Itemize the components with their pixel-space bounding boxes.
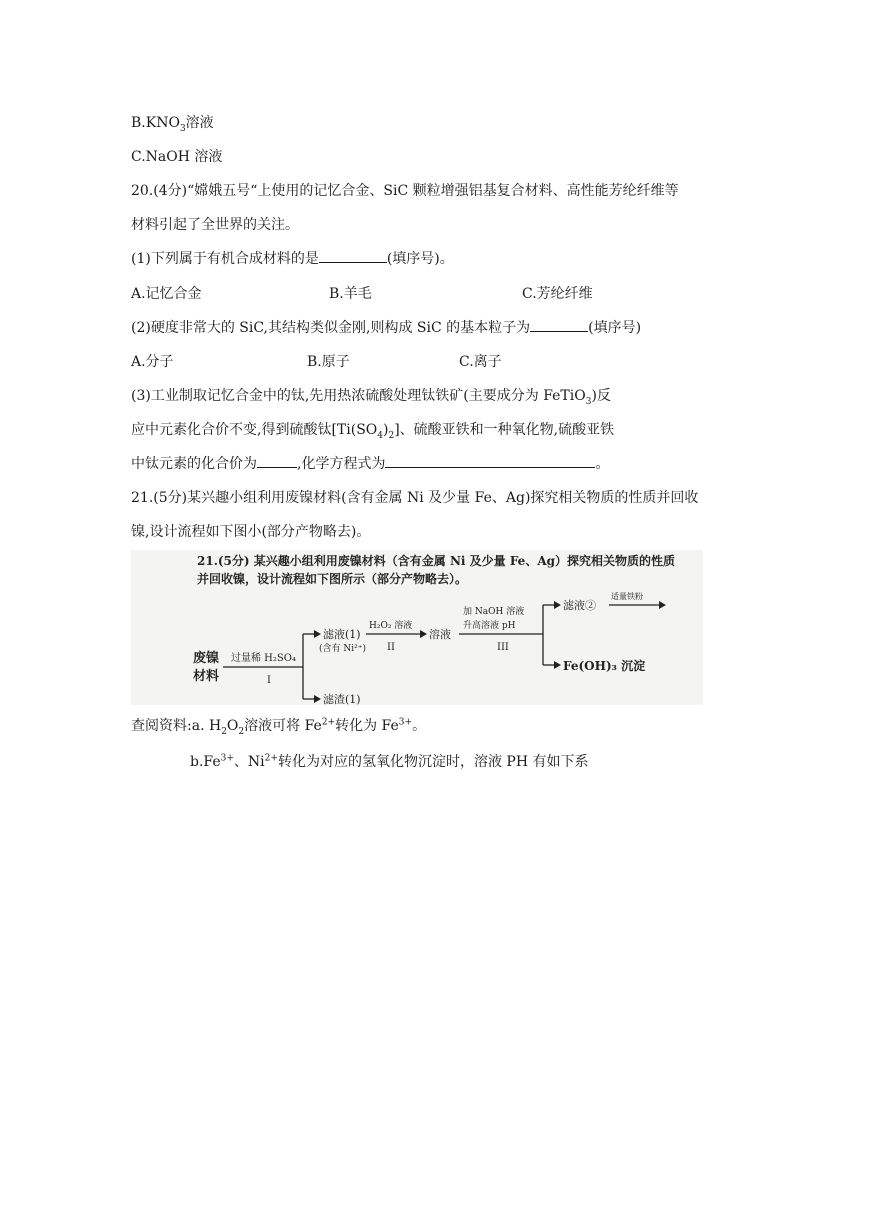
answer-blank[interactable] bbox=[530, 319, 588, 332]
flowchart-figure bbox=[131, 550, 703, 705]
question-20-line-1: 20.(4分)“嫦娥五号“上使用的记忆合金、SiC 颗粒增强铝基复合材料、高性能芳纶纤维等 bbox=[131, 183, 679, 199]
reference-b-mid: 、Ni bbox=[233, 754, 265, 770]
option-b-kno3 bbox=[131, 113, 214, 133]
step-3-reagent-1: 加 NaOH 溶液 bbox=[463, 607, 525, 617]
subscript: 3 bbox=[179, 123, 186, 134]
part-3-line-1 bbox=[131, 386, 611, 406]
part-3-suffix: ]、硫酸亚铁和一种氧化物,硫酸亚铁 bbox=[394, 422, 615, 438]
filtrate-2-label: 滤液② bbox=[563, 599, 596, 612]
valence-blank[interactable] bbox=[257, 455, 297, 468]
arrow-head bbox=[314, 695, 321, 703]
superscript: 2+ bbox=[321, 717, 336, 728]
question-21-line-1: 21.(5分)某兴趣小组利用废镍材料(含有金属 Ni 及少量 Fe、Ag)探究相关物质的性质并回收 bbox=[131, 490, 699, 506]
question-20-line-2: 材料引起了全世界的关注。 bbox=[131, 217, 299, 233]
answer-blank[interactable] bbox=[319, 250, 387, 263]
superscript: 3+ bbox=[398, 717, 413, 728]
superscript: 2+ bbox=[264, 753, 278, 764]
part-1-text: (1)下列属于有机合成材料的是 bbox=[131, 251, 319, 267]
part-1-option-c: C.芳纶纤维 bbox=[522, 286, 593, 302]
filtrate-1-label: 滤液(1) bbox=[323, 628, 361, 641]
precipitate-label: Fe(OH)₃ 沉淀 bbox=[563, 659, 646, 673]
reference-a bbox=[131, 716, 426, 736]
subscript: 4 bbox=[377, 430, 383, 441]
step-2-number: II bbox=[387, 642, 395, 653]
part-1-option-b: B.羊毛 bbox=[329, 286, 372, 302]
flowchart-svg bbox=[131, 550, 703, 705]
reference-b-text: b.Fe bbox=[190, 754, 221, 770]
start-label-2: 材料 bbox=[193, 669, 220, 684]
step-1-reagent: 过量稀 H₂SO₄ bbox=[231, 653, 296, 664]
subscript: 2 bbox=[221, 726, 227, 737]
part-3-text: 中钛元素的化合价为 bbox=[131, 456, 257, 472]
part-2-text: (2)硬度非常大的 SiC,其结构类似金刚,则构成 SiC 的基本粒子为 bbox=[131, 320, 531, 336]
equation-blank[interactable] bbox=[385, 455, 595, 468]
part-2-question bbox=[131, 318, 641, 338]
option-c-naoh: C.NaOH 溶液 bbox=[131, 149, 223, 165]
residue-1-label: 滤渣(1) bbox=[323, 693, 361, 705]
filtrate-1-note: (含有 Ni²⁺) bbox=[319, 644, 366, 654]
figure-header-line-1: 21.(5分) 某兴趣小组利用废镍材料（含有金属 Ni 及少量 Fe、Ag）探究相关物质的性质 bbox=[197, 554, 676, 568]
step-4-reagent: 适量铁粉 bbox=[611, 592, 643, 601]
step-3-reagent-2: 升高溶液 pH bbox=[463, 621, 516, 631]
solution-label: 溶液 bbox=[429, 628, 451, 641]
step-1-number: I bbox=[267, 675, 271, 686]
part-2-option-c: C.离子 bbox=[459, 354, 502, 370]
step-2-reagent: H₂O₂ 溶液 bbox=[369, 621, 413, 631]
arrow-head bbox=[314, 630, 321, 638]
reference-a-mid: 转化为 Fe bbox=[335, 718, 399, 734]
option-b-text: B.KNO bbox=[131, 115, 180, 131]
arrow-head bbox=[659, 601, 666, 609]
reference-a-text: 查阅资料:a. H bbox=[131, 718, 222, 734]
reference-a-mid: 溶液可将 Fe bbox=[244, 718, 322, 734]
option-b-suffix: 溶液 bbox=[185, 115, 214, 131]
part-3-text: 应中元素化合价不变,得到硫酸钛[Ti(SO bbox=[131, 422, 378, 438]
question-21-line-2: 镍,设计流程如下图小(部分产物略去)。 bbox=[131, 524, 371, 540]
part-3-suffix: )反 bbox=[591, 388, 611, 404]
start-label-1: 废镍 bbox=[193, 651, 220, 666]
arrow-head bbox=[420, 630, 427, 638]
part-3-text: (3)工业制取记忆合金中的钛,先用热浓硫酸处理钛铁矿(主要成分为 FeTiO bbox=[131, 388, 586, 404]
oxygen: O bbox=[226, 718, 239, 734]
subscript: 2 bbox=[238, 726, 245, 737]
part-1-suffix: (填序号)。 bbox=[386, 251, 454, 267]
part-3-mid: ,化学方程式为 bbox=[297, 456, 386, 472]
part-1-option-a: A.记忆合金 bbox=[131, 286, 202, 302]
part-1-question bbox=[131, 249, 454, 269]
period: 。 bbox=[595, 456, 610, 472]
part-2-suffix: (填序号) bbox=[588, 320, 642, 336]
paren: ) bbox=[383, 422, 389, 438]
arrow-head bbox=[554, 661, 561, 669]
subscript: 2 bbox=[388, 430, 395, 441]
figure-header-line-2: 并回收镍，设计流程如下图所示（部分产物略去）。 bbox=[197, 572, 468, 586]
part-3-line-2 bbox=[131, 420, 614, 440]
subscript: 3 bbox=[585, 396, 592, 407]
reference-b bbox=[190, 752, 588, 772]
part-2-option-b: B.原子 bbox=[307, 354, 350, 370]
part-3-line-3 bbox=[131, 454, 609, 474]
arrow-head bbox=[554, 601, 561, 609]
part-2-option-a: A.分子 bbox=[131, 354, 174, 370]
step-3-number: III bbox=[497, 642, 509, 653]
period: 。 bbox=[412, 718, 427, 734]
reference-b-suffix: 转化为对应的氢氧化物沉淀时，溶液 PH 有如下系 bbox=[277, 754, 589, 770]
superscript: 3+ bbox=[220, 753, 234, 764]
